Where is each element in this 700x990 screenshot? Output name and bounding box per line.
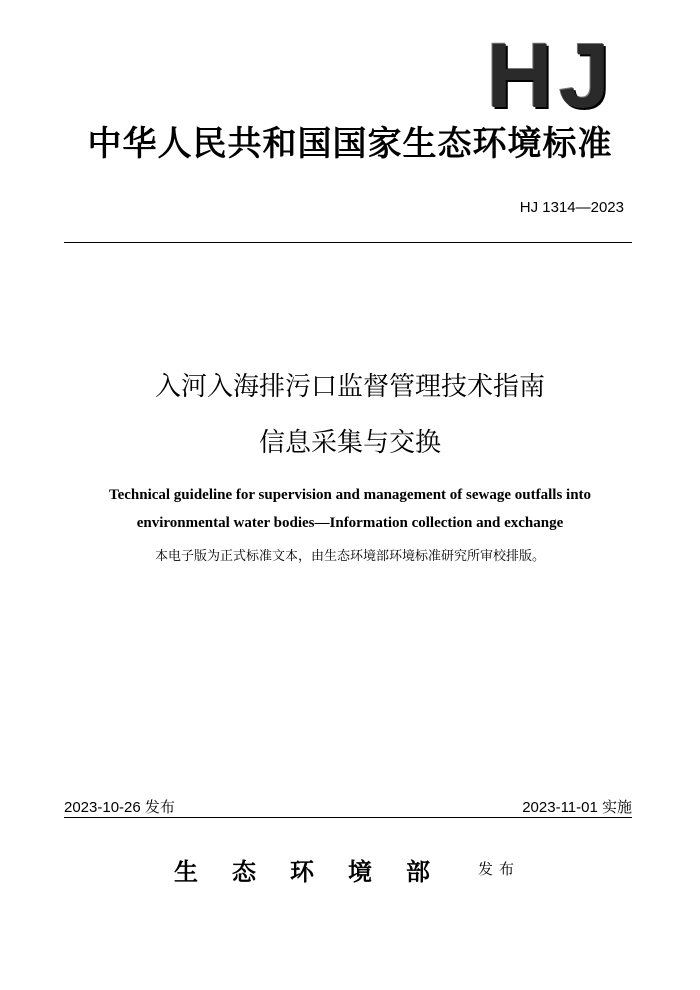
hj-logo: HJ <box>486 25 616 127</box>
title-en-line2: environmental water bodies—Information collection and exchange <box>136 515 564 531</box>
title-zh-line2: 信息采集与交换 <box>258 428 441 458</box>
standard-code: HJ 1314—2023 <box>519 199 624 216</box>
title-en-line1: Technical guideline for supervision and management of sewage outfalls into <box>108 487 592 503</box>
header-divider <box>64 242 632 243</box>
issuing-authority: 生态环境部 <box>174 857 464 886</box>
title-zh-line1: 入河入海排污口监督管理技术指南 <box>154 372 545 402</box>
issued-label: 发布 <box>478 860 521 878</box>
implementation-date: 2023-11-01 实施 <box>522 799 632 816</box>
release-date: 2023-10-26 发布 <box>64 799 175 816</box>
electronic-version-note: 本电子版为正式标准文本，由生态环境部环境标准研究所审校排版。 <box>154 549 545 564</box>
footer-divider <box>64 817 632 818</box>
standard-category-title: 中华人民共和国国家生态环境标准 <box>87 124 613 164</box>
